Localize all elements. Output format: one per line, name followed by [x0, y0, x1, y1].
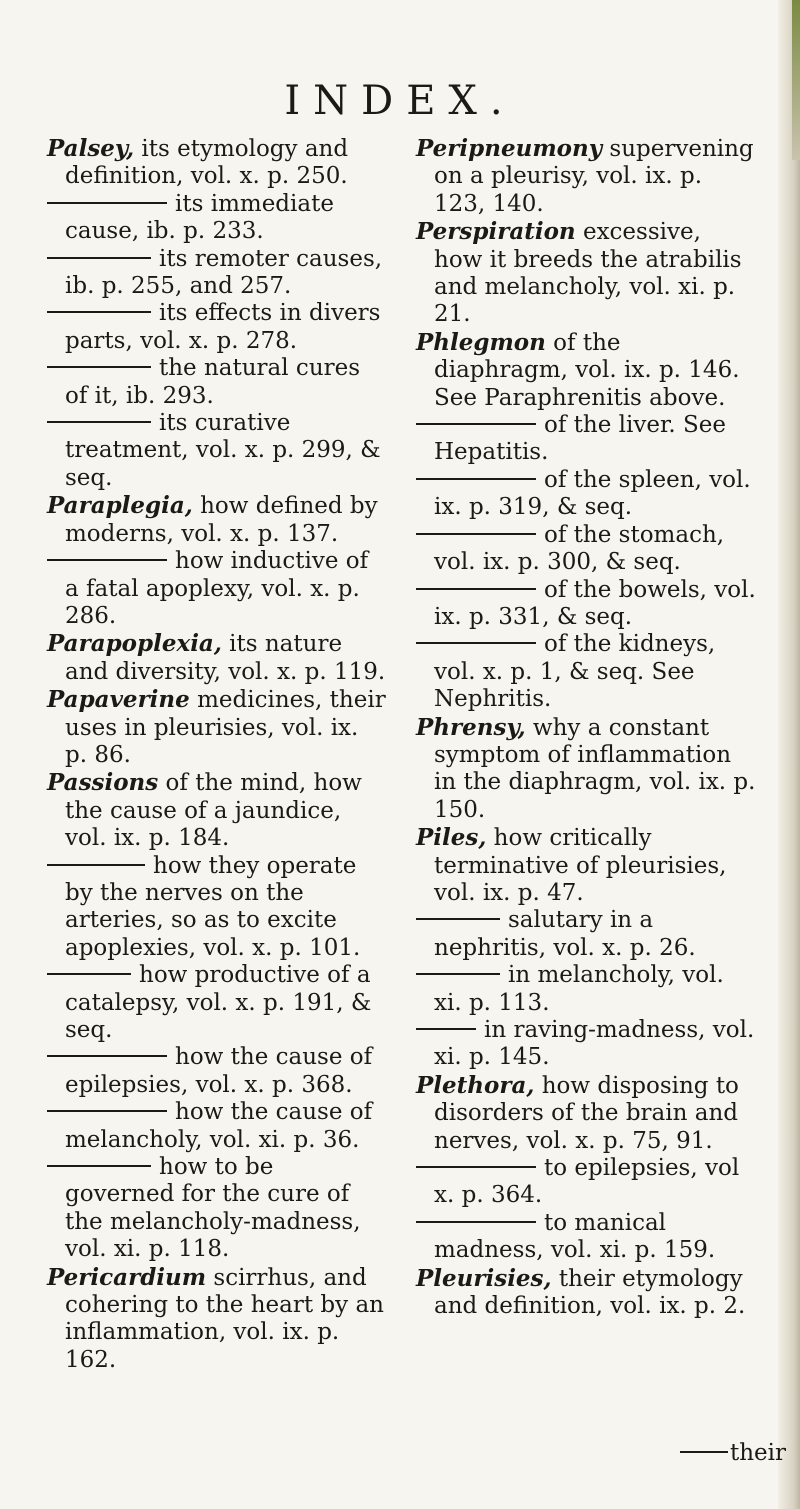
right-column: [416, 135, 756, 1320]
ditto-dash: [416, 478, 536, 480]
page-edge: [778, 0, 800, 1509]
catchword-text: their: [730, 1440, 787, 1466]
index-subentry: [47, 1099, 387, 1154]
index-term: Pleurisies,: [416, 1264, 552, 1292]
page-header: INDEX.: [284, 78, 516, 124]
index-text: salutary in a nephritis, vol. x. p. 26.: [434, 907, 696, 961]
index-text: how disposing to disorders of the brain and nerves, vol. x. p. 75, 91.: [434, 1072, 739, 1154]
index-text: excessive, how it breeds the atrabilis and melancholy, vol. xi. p. 21.: [434, 219, 742, 328]
index-subentry: [416, 1017, 756, 1072]
ditto-dash: [416, 1028, 476, 1030]
index-subentry: [47, 300, 387, 355]
index-subentry: [416, 467, 756, 522]
index-term: Phrensy,: [416, 713, 526, 741]
index-entry: [47, 630, 387, 686]
index-text: medicines, their uses in pleurisies, vol. ix. p. 86.: [65, 687, 386, 768]
index-text: of the stomach, vol. ix. p. 300, & seq.: [434, 521, 725, 576]
index-term: Palsey,: [47, 135, 135, 162]
ditto-dash: [47, 421, 151, 423]
index-term: Parapoplexia,: [47, 630, 222, 658]
index-term: Piles,: [416, 824, 487, 852]
ditto-dash: [47, 1055, 167, 1057]
index-subentry: [416, 962, 756, 1017]
index-text: its etymology and definition, vol. x. p. 250.: [65, 136, 349, 190]
index-text: the natural cures of it, ib. 293.: [65, 355, 361, 409]
index-text: how the cause of epilepsies, vol. x. p. 368.: [65, 1044, 373, 1098]
index-text: their etymology and definition, vol. ix. p. 2.: [434, 1265, 746, 1320]
index-text: of the spleen, vol. ix. p. 319, & seq.: [434, 466, 751, 521]
index-text: its immediate cause, ib. p. 233.: [65, 190, 334, 245]
index-text: of the diaphragm, vol. ix. p. 146. See Paraphrenitis above.: [434, 329, 740, 411]
index-entry: [47, 135, 387, 191]
index-entry: [47, 769, 387, 852]
index-subentry: [47, 853, 387, 963]
index-text: of the bowels, vol. ix. p. 331, & seq.: [434, 576, 756, 630]
index-subentry: [47, 962, 387, 1044]
index-text: to epilepsies, vol x. p. 364.: [434, 1155, 740, 1209]
ditto-dash: [416, 533, 536, 535]
index-entry: [416, 1265, 756, 1321]
index-text: of the liver. See Hepatitis.: [434, 412, 727, 466]
index-entry: [416, 329, 756, 412]
index-text: how productive of a catalepsy, vol. x. p. 191, & seq.: [65, 962, 372, 1043]
index-text: its effects in divers parts, vol. x. p. 278.: [65, 300, 381, 354]
index-text: how inductive of a fatal apoplexy, vol. x. p. 286.: [65, 548, 369, 629]
index-text: why a constant symptom of inflammation in the diaphragm, vol. ix. p. 150.: [434, 714, 756, 823]
ditto-dash: [47, 257, 151, 259]
index-text: supervening on a pleurisy, vol. ix. p. 123, 140.: [434, 136, 754, 217]
index-entry: [416, 135, 756, 218]
index-subentry: [47, 1154, 387, 1264]
index-subentry: [47, 1044, 387, 1099]
catchword-dash: [680, 1451, 728, 1453]
index-text: of the mind, how the cause of a jaundice, vol. ix. p. 184.: [65, 770, 362, 852]
index-entry: [416, 218, 756, 329]
ditto-dash: [47, 973, 131, 975]
index-term: Perspiration: [416, 218, 576, 246]
index-text: to manical madness, vol. xi. p. 159.: [434, 1209, 716, 1264]
index-subentry: [416, 522, 756, 577]
ditto-dash: [47, 1110, 167, 1112]
catchword: [680, 1440, 786, 1466]
index-text: of the kidneys, vol. x. p. 1, & seq. See Nephritis.: [434, 631, 716, 713]
index-subentry: [47, 246, 387, 301]
ditto-dash: [416, 423, 536, 425]
index-text: how critically terminative of pleurisies, vol. ix. p. 47.: [434, 825, 727, 906]
ditto-dash: [47, 559, 167, 561]
ditto-dash: [416, 642, 536, 644]
index-entry: [416, 714, 756, 825]
index-entry: [416, 824, 756, 907]
index-entry: [47, 1264, 387, 1375]
index-subentry: [416, 577, 756, 632]
index-entry: [47, 686, 387, 769]
ditto-dash: [47, 366, 151, 368]
index-term: Paraplegia,: [47, 492, 193, 520]
index-subentry: [416, 631, 756, 713]
index-text: its curative treatment, vol. x. p. 299, & seq.: [65, 410, 381, 491]
ditto-dash: [47, 1165, 151, 1167]
index-text: how they operate by the nerves on the arteries, so as to excite apoplexies, vol. x. p. 101.: [65, 852, 361, 961]
ditto-dash: [416, 1166, 536, 1168]
index-term: Peripneumony: [416, 135, 603, 162]
index-term: Phlegmon: [416, 328, 546, 356]
index-subentry: [416, 412, 756, 467]
index-entry: [47, 492, 387, 548]
ditto-dash: [47, 311, 151, 313]
index-subentry: [416, 907, 756, 962]
index-subentry: [47, 548, 387, 630]
index-subentry: [47, 410, 387, 492]
ditto-dash: [416, 918, 500, 920]
index-text: how to be governed for the cure of the melancholy-madness, vol. xi. p. 118.: [65, 1154, 361, 1263]
index-text: scirrhus, and cohering to the heart by an inflammation, vol. ix. p. 162.: [65, 1264, 384, 1373]
index-term: Papaverine: [47, 686, 190, 714]
index-text: in melancholy, vol. xi. p. 113.: [434, 962, 724, 1016]
index-text: how the cause of melancholy, vol. xi. p. 36.: [65, 1099, 373, 1153]
index-term: Passions: [47, 769, 159, 797]
ditto-dash: [47, 202, 167, 204]
index-subentry: [416, 1210, 756, 1265]
ditto-dash: [416, 588, 536, 590]
index-entry: [416, 1072, 756, 1155]
index-text: its remoter causes, ib. p. 255, and 257.: [65, 245, 383, 300]
ditto-dash: [47, 864, 145, 866]
index-text: its nature and diversity, vol. x. p. 119.: [65, 631, 386, 685]
index-subentry: [416, 1155, 756, 1210]
index-text: how defined by moderns, vol. x. p. 137.: [65, 493, 378, 547]
ditto-dash: [416, 973, 500, 975]
index-term: Plethora,: [416, 1071, 535, 1099]
index-subentry: [47, 191, 387, 246]
ditto-dash: [416, 1221, 536, 1223]
left-column: [47, 135, 387, 1374]
index-term: Pericardium: [47, 1263, 207, 1291]
index-subentry: [47, 355, 387, 410]
index-text: in raving-madness, vol. xi. p. 145.: [434, 1017, 755, 1071]
